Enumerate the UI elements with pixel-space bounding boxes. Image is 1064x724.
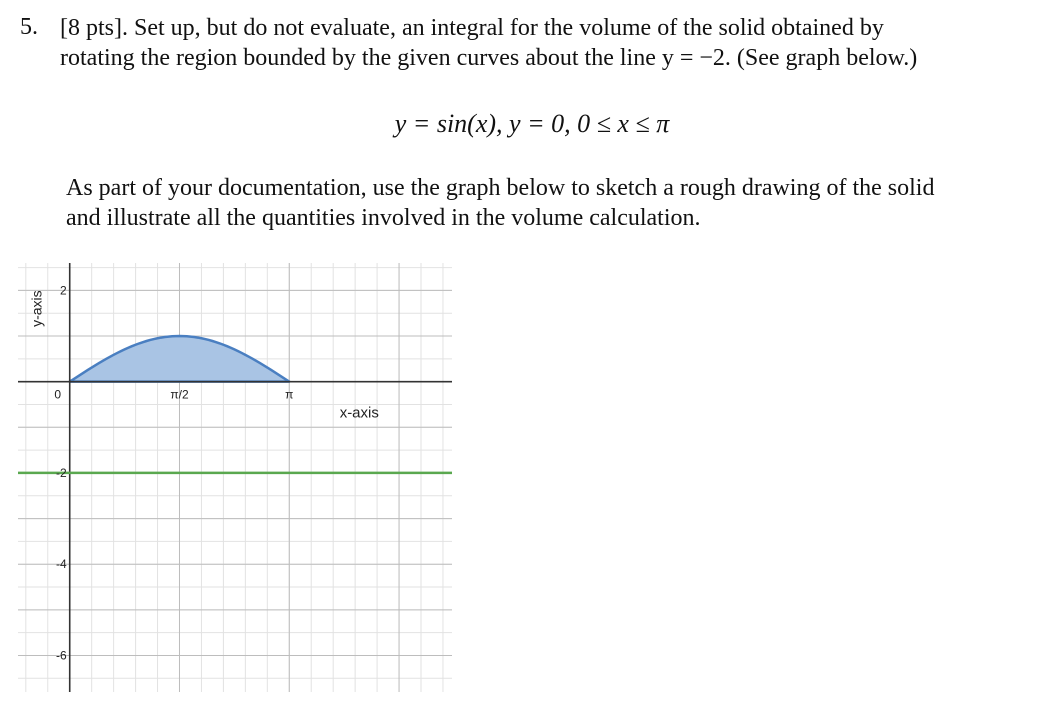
equation-text: y = sin(x), y = 0, 0 ≤ x ≤ π [394, 109, 670, 138]
x-tick-label: 0 [54, 387, 62, 402]
problem-number: 5. [20, 14, 38, 40]
y-tick-label: -6 [56, 648, 67, 663]
graph-minor-grid [18, 263, 452, 692]
y-tick-label: -4 [56, 557, 67, 572]
volume-graph [0, 255, 460, 700]
x-tick-label: π [285, 387, 294, 402]
x-axis-label: x-axis [339, 404, 379, 422]
y-axis-label: y-axis [28, 290, 45, 327]
problem-statement-line-2: rotating the region bounded by the given curves about the line y = −2. (See graph below.) [60, 45, 918, 71]
graph-major-grid [18, 263, 452, 692]
instructions-line-2: and illustrate all the quantities involved in the volume calculation. [66, 205, 701, 231]
x-tick-label: π/2 [170, 387, 189, 402]
y-tick-label: -2 [56, 465, 67, 480]
problem-statement-line-1: [8 pts]. Set up, but do not evaluate, an integral for the volume of the solid obtained by [60, 15, 884, 41]
instructions-line-1: As part of your documentation, use the graph below to sketch a rough drawing of the solid [66, 175, 935, 201]
y-tick-label: 2 [60, 283, 67, 298]
given-curves-equation [0, 110, 1064, 138]
